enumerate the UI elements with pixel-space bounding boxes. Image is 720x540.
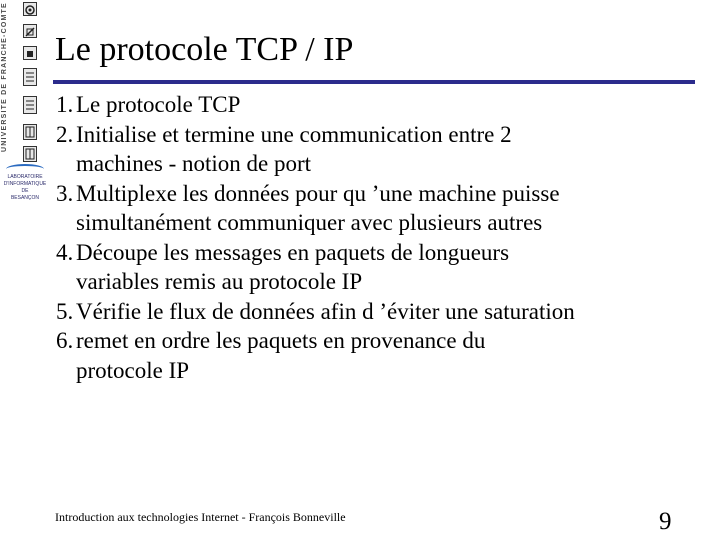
item-text: Multiplexe les données pour qu ’une machine puisse	[76, 180, 560, 206]
slide-title: Le protocole TCP / IP	[55, 31, 354, 68]
item-text-continued: protocole IP	[76, 357, 190, 383]
list-item	[56, 238, 706, 297]
logo-line: DE	[21, 188, 29, 194]
item-text: remet en ordre les paquets en provenance du	[76, 328, 486, 353]
university-name: UNIVERSITE DE FRANCHE-COMTE	[1, 2, 8, 152]
document-icon[interactable]	[23, 96, 37, 114]
item-number: 4.	[56, 239, 74, 265]
item-text: Initialise et termine une communication entre 2	[76, 121, 512, 147]
logo-arc	[6, 164, 44, 174]
university-sidebar	[0, 0, 48, 230]
title-rule	[53, 80, 695, 84]
list-item	[56, 297, 706, 327]
list-item	[56, 326, 706, 385]
book-icon[interactable]	[23, 124, 37, 140]
item-number: 6.	[56, 328, 74, 353]
item-text: Vérifie le flux de données afin d ’éviter une saturation	[76, 298, 575, 324]
item-text: Le protocole TCP	[76, 92, 241, 117]
list-item	[56, 90, 706, 120]
stop-icon[interactable]	[23, 46, 37, 60]
slide-footer: Introduction aux technologies Internet - François Bonneville	[55, 510, 346, 524]
item-text-continued: machines - notion de port	[76, 151, 312, 176]
list-item	[56, 179, 706, 238]
logo-line: D'INFORMATIQUE	[3, 181, 47, 187]
link-icon[interactable]	[23, 24, 37, 38]
numbered-list	[56, 90, 706, 385]
item-text-continued: variables remis au protocole IP	[76, 269, 363, 294]
item-text-continued: simultanément communiquer avec plusieurs autres	[76, 210, 543, 235]
logo-line: LABORATOIRE	[7, 174, 43, 180]
document-icon[interactable]	[23, 68, 37, 86]
lab-logo	[3, 164, 47, 216]
home-icon[interactable]	[23, 2, 37, 16]
book-icon[interactable]	[23, 146, 37, 162]
item-text: Découpe les messages en paquets de longueurs	[76, 239, 510, 265]
item-number: 5.	[56, 298, 74, 324]
list-item	[56, 120, 706, 179]
item-number: 2.	[56, 121, 74, 147]
page-number: 9	[659, 508, 672, 535]
logo-line: BESANÇON	[10, 195, 40, 201]
item-number: 1.	[56, 92, 74, 117]
item-number: 3.	[56, 180, 74, 206]
